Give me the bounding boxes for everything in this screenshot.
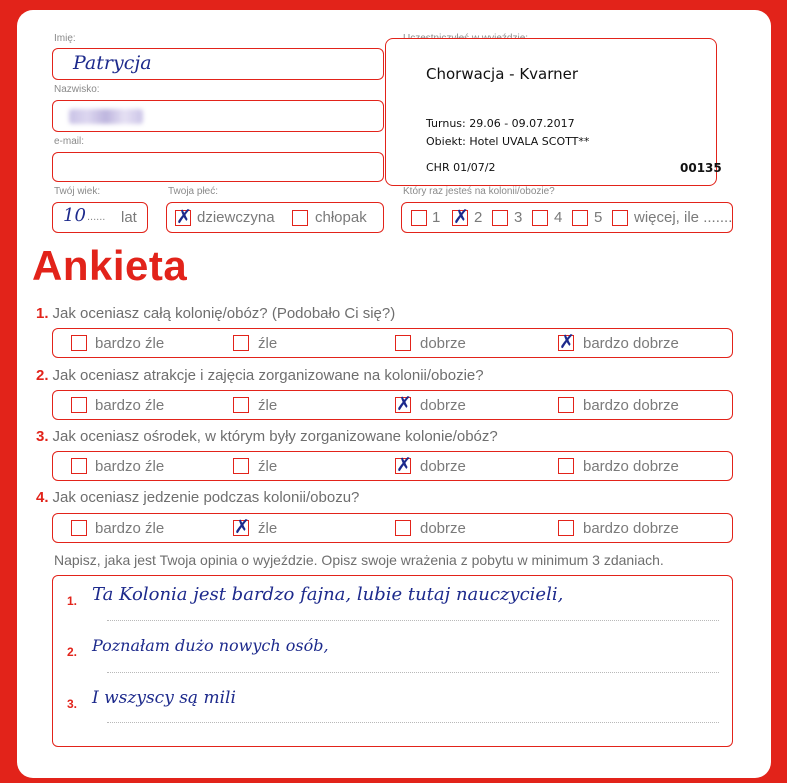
q4-option-very-good: bardzo dobrze bbox=[583, 520, 679, 537]
times-checkbox-more[interactable] bbox=[612, 210, 628, 226]
question-2 bbox=[36, 367, 484, 384]
question-1-text: Jak oceniasz całą kolonię/obóz? (Podobało Ci się?) bbox=[52, 305, 396, 322]
first-name-value: Patrycja bbox=[73, 52, 152, 74]
q2-option-good: dobrze bbox=[420, 397, 466, 414]
q3-option-very-good: bardzo dobrze bbox=[583, 458, 679, 475]
gender-label: Twoja płeć: bbox=[168, 186, 219, 197]
opinion-line-3-rule bbox=[107, 722, 719, 723]
email-field[interactable] bbox=[52, 152, 384, 182]
camp-number: 00135 bbox=[680, 161, 722, 175]
question-2-text: Jak oceniasz atrakcje i zajęcia zorganizowane na kolonii/obozie? bbox=[52, 367, 484, 384]
first-name-field[interactable] bbox=[52, 48, 384, 80]
times-checkbox-2[interactable] bbox=[452, 210, 468, 226]
q2-option-very-good: bardzo dobrze bbox=[583, 397, 679, 414]
opinion-line-2-text: Poznałam dużo nowych osób, bbox=[92, 636, 329, 655]
times-option-2: 2 bbox=[474, 209, 483, 226]
q1-option-good: dobrze bbox=[420, 335, 466, 352]
question-4-number: 4. bbox=[36, 489, 49, 506]
times-option-3: 3 bbox=[514, 209, 523, 226]
question-1-options bbox=[52, 328, 733, 358]
age-label: Twój wiek: bbox=[54, 186, 101, 197]
q1-checkbox-good[interactable] bbox=[395, 335, 411, 351]
question-1-number: 1. bbox=[36, 305, 49, 322]
q2-option-bad: źle bbox=[258, 397, 278, 414]
q2-checkbox-very-bad[interactable] bbox=[71, 397, 87, 413]
question-3-number: 3. bbox=[36, 428, 49, 445]
question-4 bbox=[36, 489, 359, 506]
first-name-label: Imię: bbox=[54, 33, 76, 44]
question-2-options bbox=[52, 390, 733, 420]
times-option-5: 5 bbox=[594, 209, 603, 226]
gender-checkbox-girl[interactable] bbox=[175, 210, 191, 226]
opinion-line-1-rule bbox=[107, 620, 719, 621]
q3-option-very-bad: bardzo źle bbox=[95, 458, 165, 475]
age-value: 10 bbox=[63, 205, 86, 226]
q2-option-very-bad: bardzo źle bbox=[95, 397, 165, 414]
times-option-1: 1 bbox=[432, 209, 441, 226]
camp-turnus: Turnus: 29.06 - 09.07.2017 bbox=[426, 117, 575, 130]
q2-checkbox-very-good[interactable] bbox=[558, 397, 574, 413]
camp-destination: Chorwacja - Kvarner bbox=[426, 65, 579, 83]
q4-checkbox-good[interactable] bbox=[395, 520, 411, 536]
q1-checkbox-very-good[interactable] bbox=[558, 335, 574, 351]
q3-checkbox-good[interactable] bbox=[395, 458, 411, 474]
gender-option-girl: dziewczyna bbox=[197, 209, 275, 226]
age-field[interactable] bbox=[52, 202, 148, 233]
times-option-more: więcej, ile ....... bbox=[634, 209, 733, 226]
q3-checkbox-very-good[interactable] bbox=[558, 458, 574, 474]
gender-option-boy: chłopak bbox=[315, 209, 367, 226]
opinion-line-2-rule bbox=[107, 672, 719, 673]
camp-code: CHR 01/07/2 bbox=[426, 161, 496, 174]
question-4-text: Jak oceniasz jedzenie podczas kolonii/obozu? bbox=[52, 489, 360, 506]
gender-field bbox=[166, 202, 384, 233]
opinion-prompt: Napisz, jaka jest Twoja opinia o wyjeździe. Opisz swoje wrażenia z pobytu w minimum 3 zdaniach. bbox=[54, 552, 664, 568]
q2-checkbox-bad[interactable] bbox=[233, 397, 249, 413]
times-checkbox-5[interactable] bbox=[572, 210, 588, 226]
camp-obiekt: Obiekt: Hotel UVALA SCOTT** bbox=[426, 135, 590, 148]
q4-option-very-bad: bardzo źle bbox=[95, 520, 165, 537]
q1-option-very-bad: bardzo źle bbox=[95, 335, 165, 352]
times-checkbox-3[interactable] bbox=[492, 210, 508, 226]
opinion-line-3-number: 3. bbox=[67, 697, 78, 711]
times-checkbox-4[interactable] bbox=[532, 210, 548, 226]
camp-info-box bbox=[385, 38, 722, 186]
q4-option-bad: źle bbox=[258, 520, 278, 537]
email-label: e-mail: bbox=[54, 136, 85, 147]
opinion-line-3-text: I wszyscy są mili bbox=[92, 688, 236, 708]
question-1 bbox=[36, 305, 395, 322]
times-label: Który raz jesteś na kolonii/obozie? bbox=[403, 186, 555, 197]
times-option-4: 4 bbox=[554, 209, 563, 226]
q4-option-good: dobrze bbox=[420, 520, 466, 537]
last-name-field[interactable] bbox=[52, 100, 384, 132]
age-unit: lat bbox=[121, 209, 137, 226]
last-name-label: Nazwisko: bbox=[54, 84, 100, 95]
question-4-options bbox=[52, 513, 733, 543]
q4-checkbox-very-good[interactable] bbox=[558, 520, 574, 536]
opinion-line-1-number: 1. bbox=[67, 594, 78, 608]
opinion-line-2-number: 2. bbox=[67, 645, 78, 659]
q3-option-good: dobrze bbox=[420, 458, 466, 475]
times-checkbox-1[interactable] bbox=[411, 210, 427, 226]
question-2-number: 2. bbox=[36, 367, 49, 384]
q3-checkbox-bad[interactable] bbox=[233, 458, 249, 474]
opinion-line-1-text: Ta Kolonia jest bardzo fajna, lubie tutaj nauczycieli, bbox=[92, 584, 564, 605]
q1-checkbox-bad[interactable] bbox=[233, 335, 249, 351]
question-3 bbox=[36, 428, 498, 445]
q3-checkbox-very-bad[interactable] bbox=[71, 458, 87, 474]
q4-checkbox-very-bad[interactable] bbox=[71, 520, 87, 536]
question-3-text: Jak oceniasz ośrodek, w którym były zorganizowane kolonie/obóz? bbox=[52, 428, 498, 445]
times-field bbox=[401, 202, 733, 233]
q1-option-very-good: bardzo dobrze bbox=[583, 335, 679, 352]
question-3-options bbox=[52, 451, 733, 481]
q2-checkbox-good[interactable] bbox=[395, 397, 411, 413]
q4-checkbox-bad[interactable] bbox=[233, 520, 249, 536]
q3-option-bad: źle bbox=[258, 458, 278, 475]
q1-checkbox-very-bad[interactable] bbox=[71, 335, 87, 351]
redacted-surname bbox=[69, 109, 143, 124]
age-dots: ...... bbox=[87, 211, 106, 223]
survey-title: Ankieta bbox=[32, 242, 188, 289]
q1-option-bad: źle bbox=[258, 335, 278, 352]
gender-checkbox-boy[interactable] bbox=[292, 210, 308, 226]
